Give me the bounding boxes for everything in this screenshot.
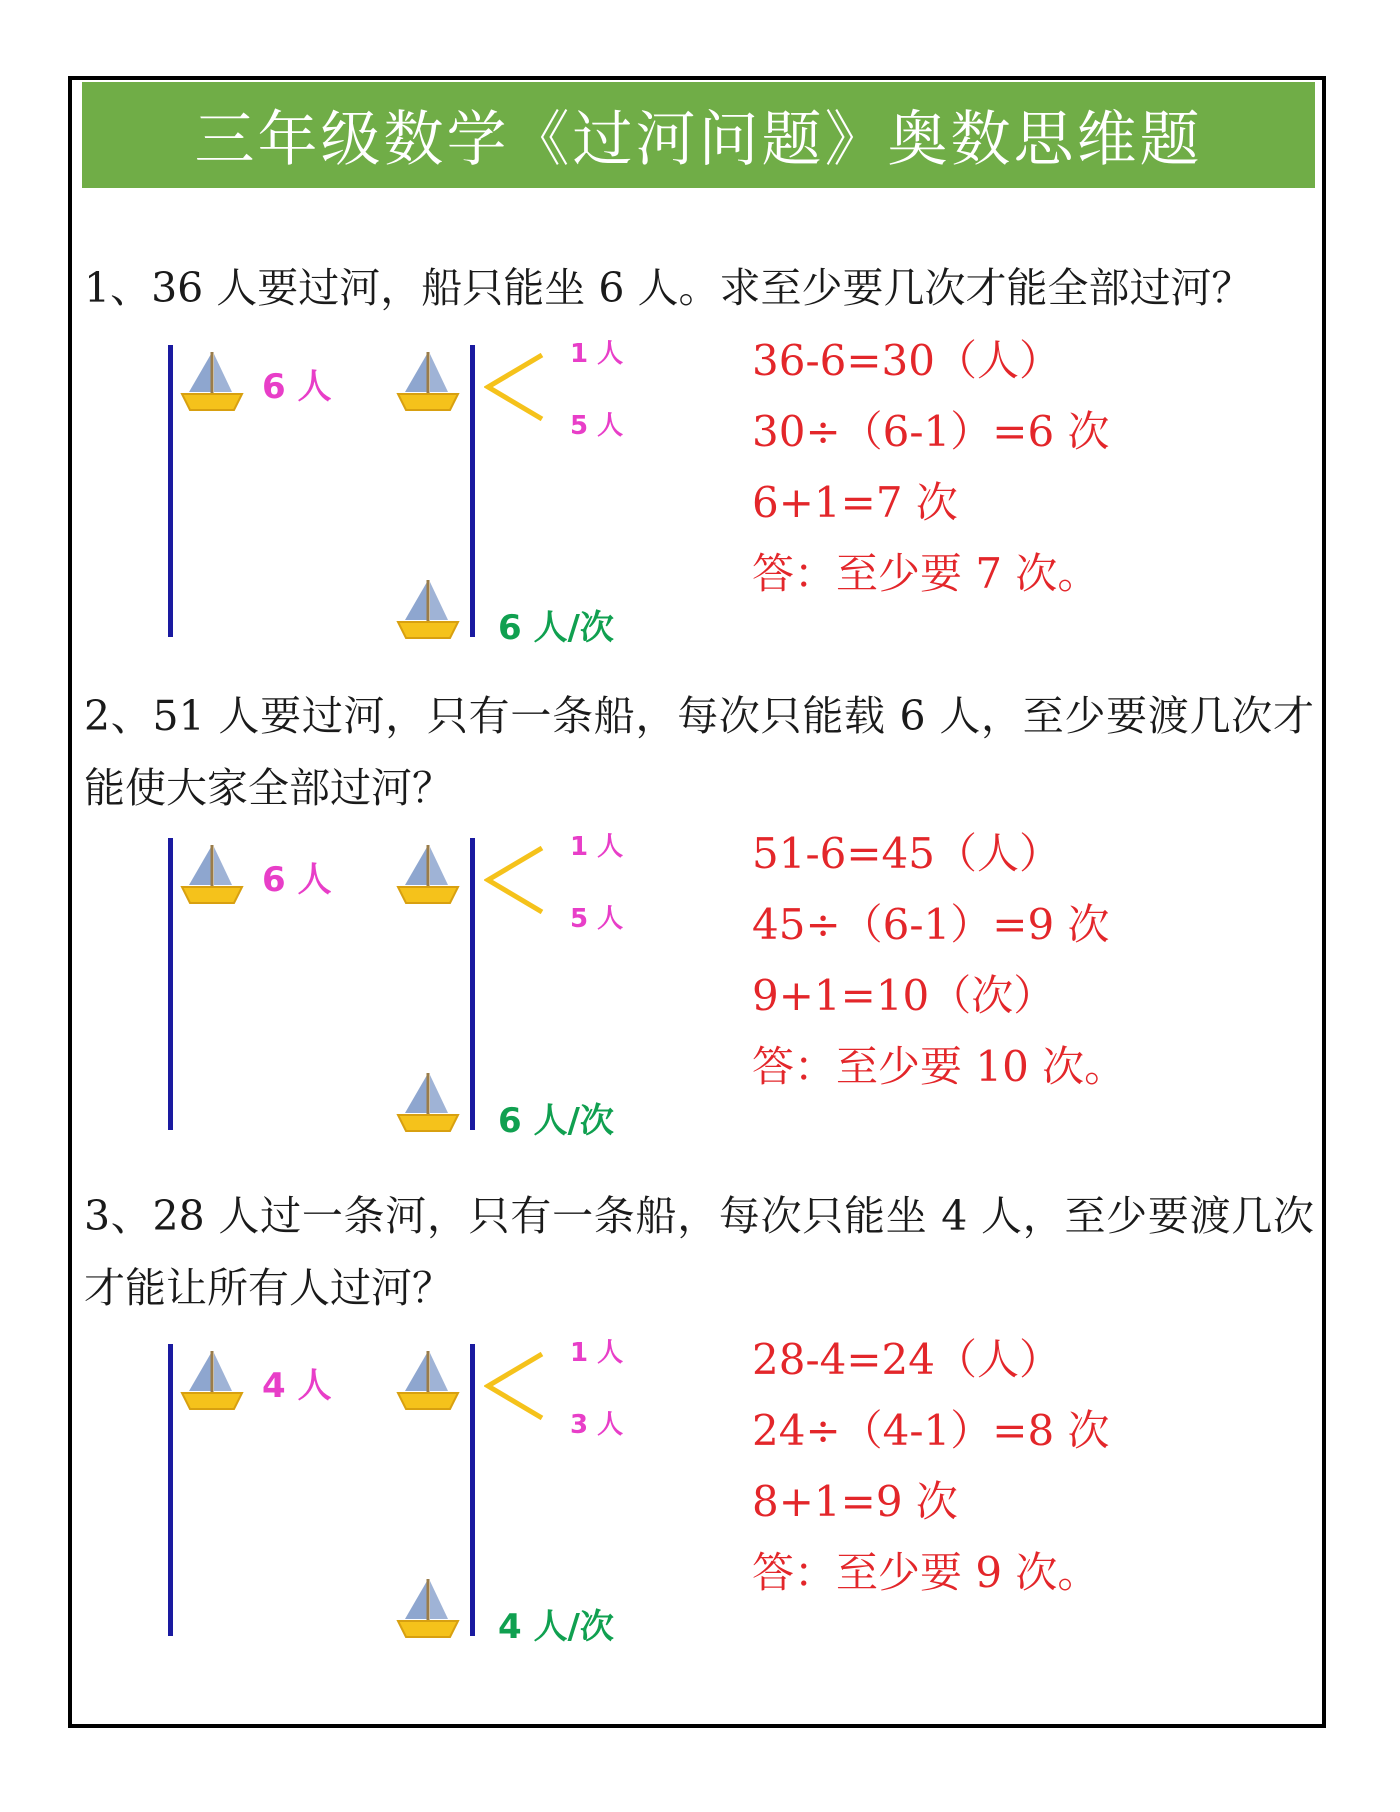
solution-line: 45÷（6-1）=9 次 xyxy=(752,900,1110,949)
split-bottom-label: 5 人 xyxy=(570,904,624,934)
solution-line: 答：至少要 9 次。 xyxy=(752,1548,1100,1597)
page-title: 三年级数学《过河问题》奥数思维题 xyxy=(194,105,1203,175)
per-trip-label: 4 人/次 xyxy=(498,1607,614,1647)
solution-block xyxy=(752,325,1110,609)
solution-line: 28-4=24（人） xyxy=(752,1335,1061,1384)
split-bottom-label: 3 人 xyxy=(570,1410,624,1440)
question-1: 1、36 人要过河，船只能坐 6 人。求至少要几次才能全部过河？ xyxy=(84,264,1253,312)
solution-block xyxy=(752,1324,1110,1608)
sailboat-icon xyxy=(396,352,460,412)
solution-line: 6+1=7 次 xyxy=(752,478,958,527)
question-3: 3、28 人过一条河，只有一条船，每次只能坐 4 人，至少要渡几次才能让所有人过河？ xyxy=(84,1192,1314,1312)
river-bank-left xyxy=(168,1344,173,1636)
split-top-label: 1 人 xyxy=(570,832,624,862)
title-banner xyxy=(82,82,1315,188)
solution-line: 8+1=9 次 xyxy=(752,1477,958,1526)
boat-capacity-label: 6 人 xyxy=(262,367,332,407)
solution-line: 36-6=30（人） xyxy=(752,336,1061,385)
split-top-label: 1 人 xyxy=(570,339,624,369)
solution-block xyxy=(752,818,1126,1102)
per-trip-label: 6 人/次 xyxy=(498,608,614,648)
solution-line: 51-6=45（人） xyxy=(752,829,1061,878)
per-trip-label: 6 人/次 xyxy=(498,1101,614,1141)
sailboat-icon xyxy=(396,1073,460,1133)
sailboat-icon xyxy=(396,580,460,640)
solution-line: 9+1=10（次） xyxy=(752,971,1056,1020)
sailboat-icon xyxy=(180,352,244,412)
river-bank-right xyxy=(470,345,475,637)
solution-line: 答：至少要 10 次。 xyxy=(752,1042,1127,1091)
river-bank-right xyxy=(470,838,475,1130)
solution-line: 24÷（4-1）=8 次 xyxy=(752,1406,1110,1455)
solution-line: 答：至少要 7 次。 xyxy=(752,549,1100,598)
river-bank-left xyxy=(168,838,173,1130)
sailboat-icon xyxy=(180,1351,244,1411)
river-bank-left xyxy=(168,345,173,637)
split-bottom-label: 5 人 xyxy=(570,411,624,441)
fork-bracket-icon xyxy=(484,844,546,916)
sailboat-icon xyxy=(180,845,244,905)
sailboat-icon xyxy=(396,1579,460,1639)
boat-capacity-label: 6 人 xyxy=(262,860,332,900)
sailboat-icon xyxy=(396,845,460,905)
solution-line: 30÷（6-1）=6 次 xyxy=(752,407,1110,456)
question-2: 2、51 人要过河，只有一条船，每次只能载 6 人，至少要渡几次才能使大家全部过河？ xyxy=(84,692,1314,812)
sailboat-icon xyxy=(396,1351,460,1411)
fork-bracket-icon xyxy=(484,351,546,423)
river-bank-right xyxy=(470,1344,475,1636)
fork-bracket-icon xyxy=(484,1350,546,1422)
split-top-label: 1 人 xyxy=(570,1338,624,1368)
boat-capacity-label: 4 人 xyxy=(262,1366,332,1406)
